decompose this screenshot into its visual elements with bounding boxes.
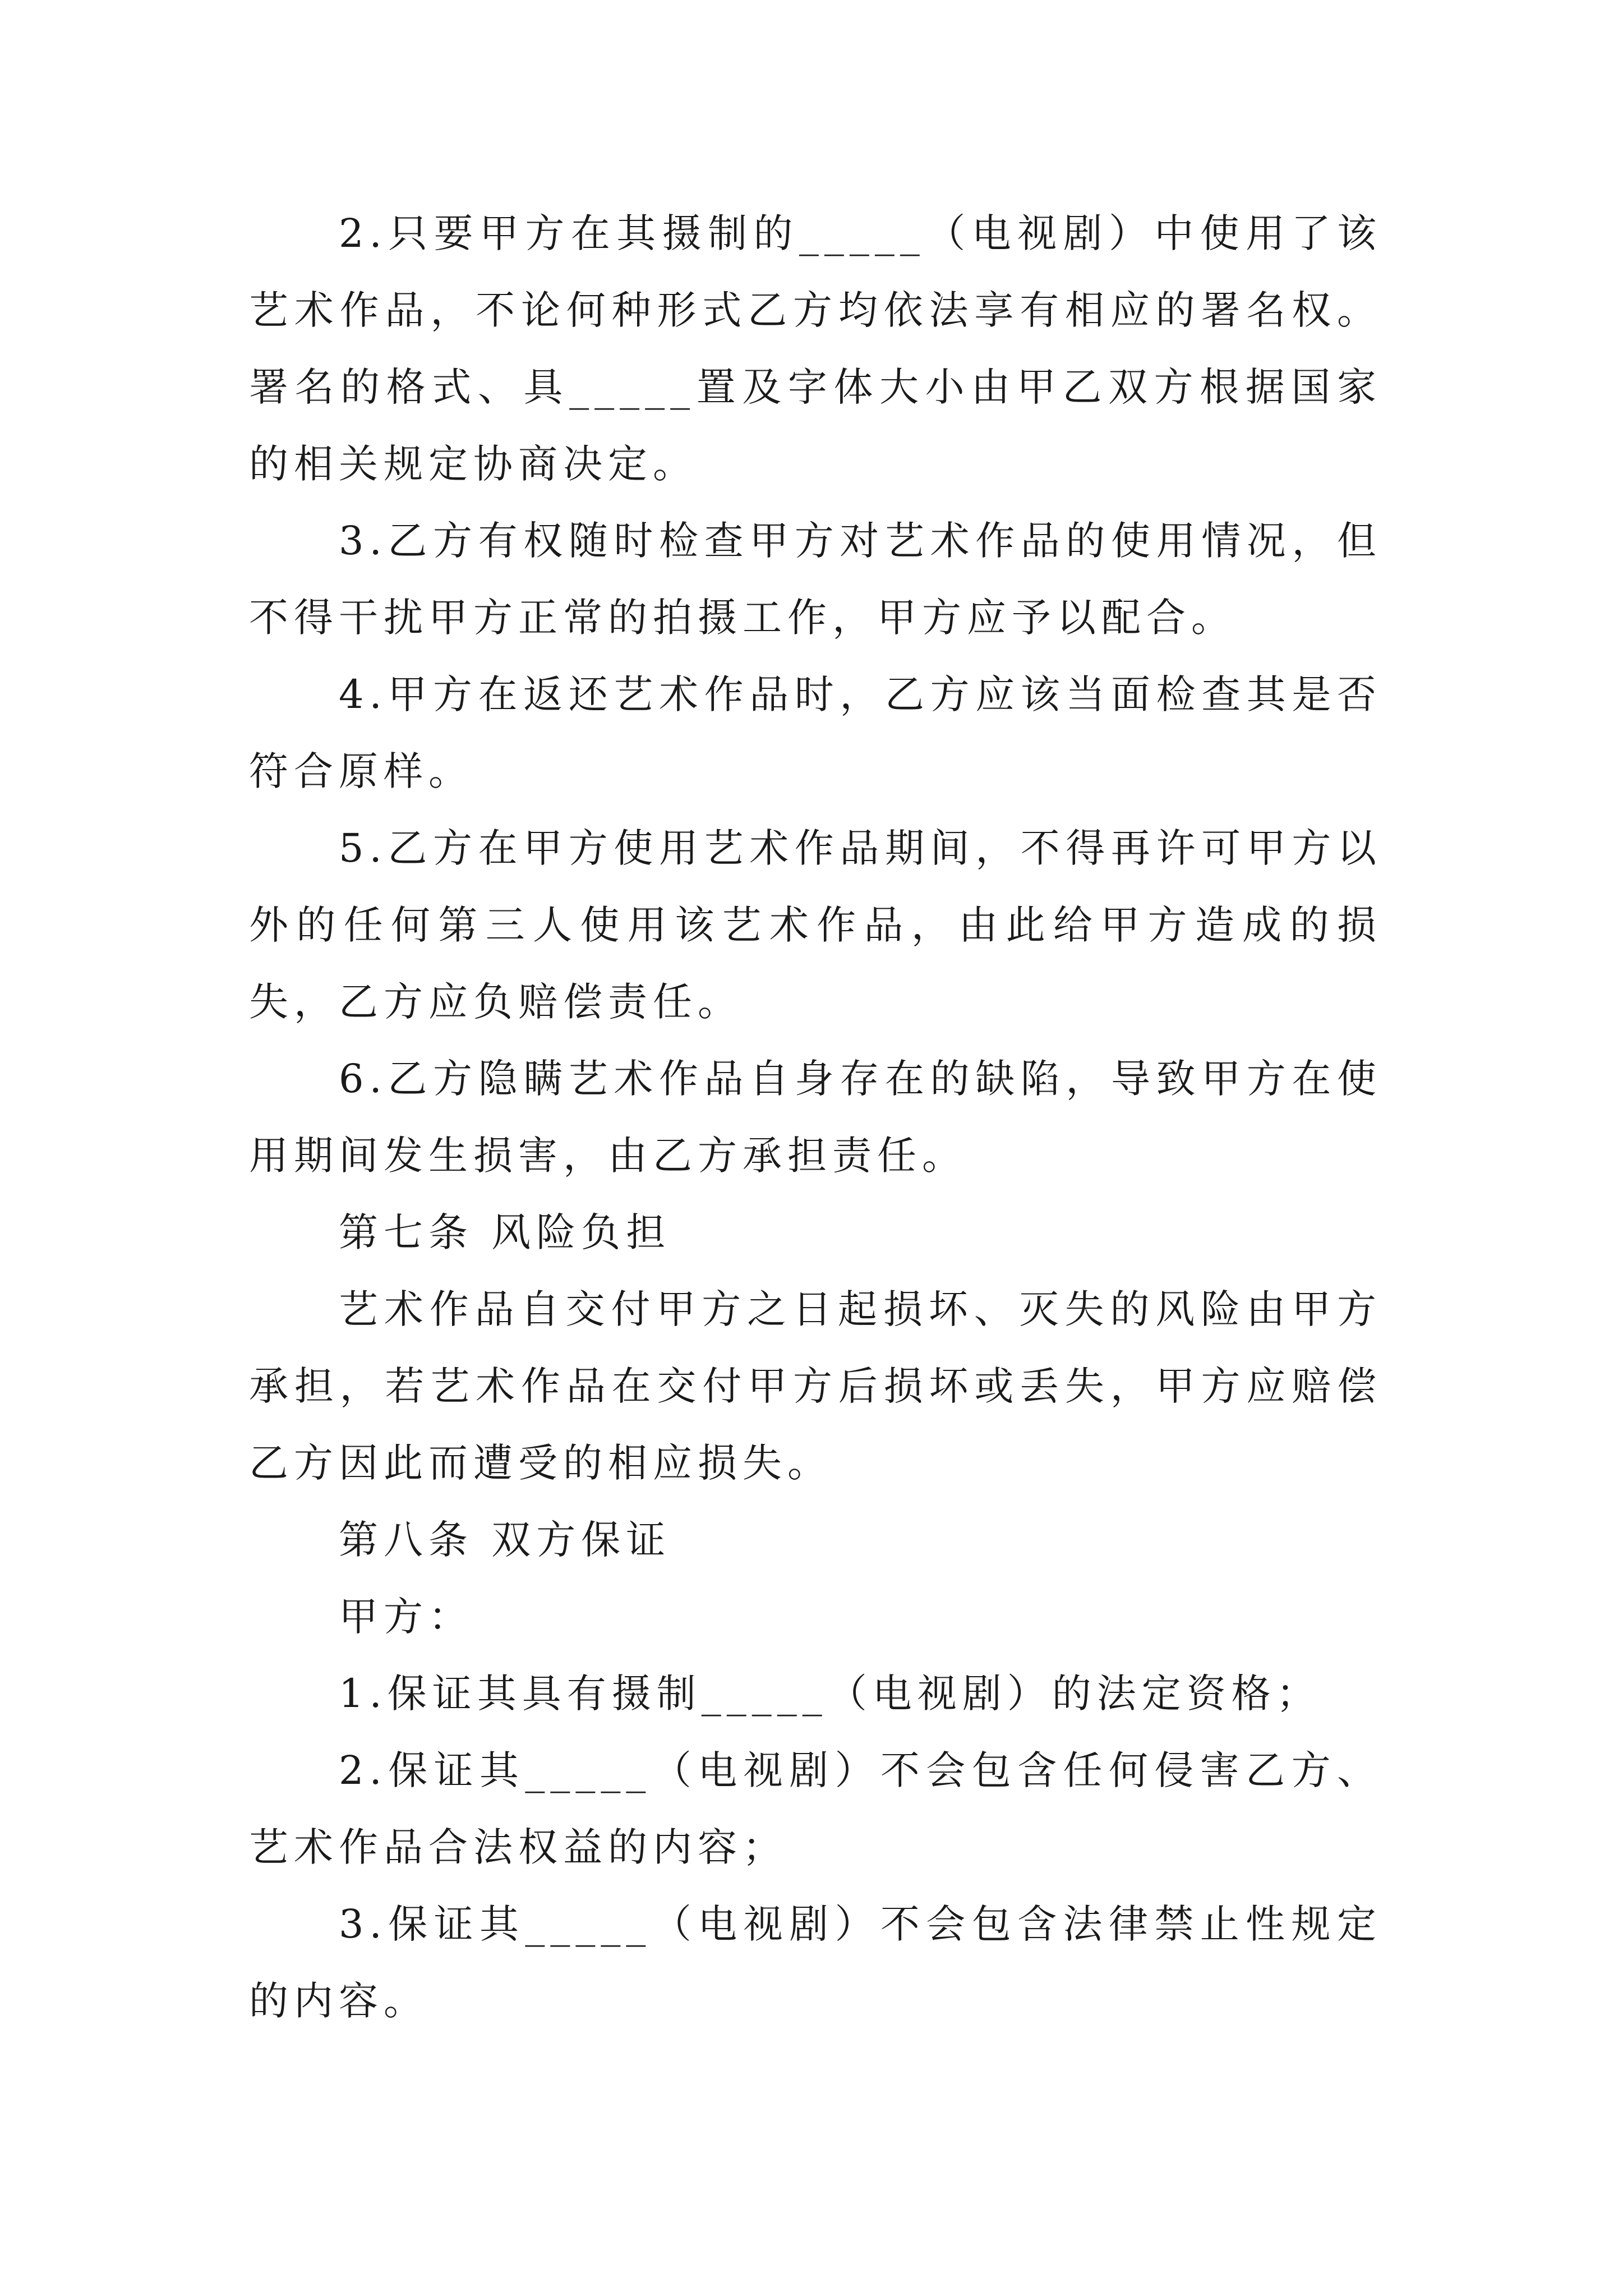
clause-paragraph: 2.保证其_____（电视剧）不会包含任何侵害乙方、艺术作品合法权益的内容；: [249, 1747, 1382, 1870]
clause-paragraph: 1.保证其具有摄制_____（电视剧）的法定资格；: [339, 1671, 1321, 1717]
clause-paragraph: 艺术作品自交付甲方之日起损坏、灭失的风险由甲方承担，若艺术作品在交付甲方后损坏或丢失，甲方应赔偿乙方因此而遭受的相应损失。: [249, 1286, 1382, 1486]
document-page: [249, 195, 1382, 2040]
clause-paragraph: 3.保证其_____（电视剧）不会包含法律禁止性规定的内容。: [249, 1901, 1382, 2024]
section-heading: 第八条 双方保证: [339, 1517, 671, 1563]
clause-paragraph: 6.乙方隐瞒艺术作品自身存在的缺陷，导致甲方在使用期间发生损害，由乙方承担责任。: [249, 1056, 1382, 1179]
clause-paragraph: 2.只要甲方在其摄制的_____（电视剧）中使用了该艺术作品，不论何种形式乙方均依法享有相应的署名权。署名的格式、具_____置及字体大小由甲乙双方根据国家的相关规定协商决定。: [249, 210, 1382, 487]
clause-paragraph: 5.乙方在甲方使用艺术作品期间，不得再许可甲方以外的任何第三人使用该艺术作品，由此给甲方造成的损失，乙方应负赔偿责任。: [249, 825, 1382, 1025]
clause-paragraph: 4.甲方在返还艺术作品时，乙方应该当面检查其是否符合原样。: [249, 671, 1382, 794]
party-label: 甲方：: [339, 1594, 473, 1640]
section-heading: 第七条 风险负担: [339, 1209, 671, 1255]
clause-paragraph: 3.乙方有权随时检查甲方对艺术作品的使用情况，但不得干扰甲方正常的拍摄工作，甲方应予以配合。: [249, 518, 1382, 641]
